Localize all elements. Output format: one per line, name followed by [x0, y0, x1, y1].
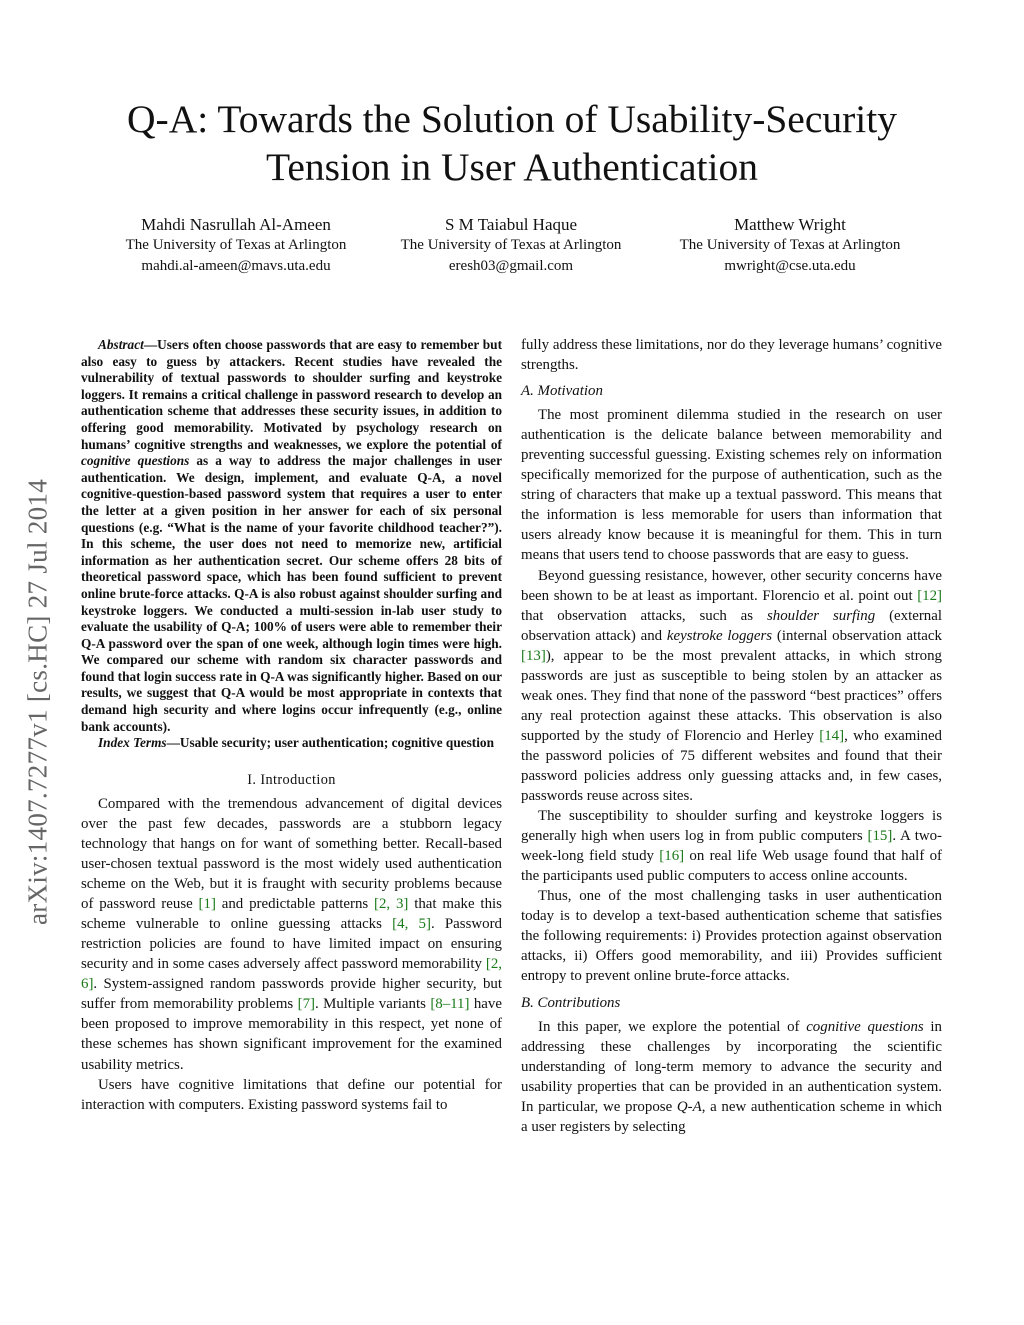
text-run: In this paper, we explore the potential of [538, 1018, 800, 1035]
citation-link[interactable]: [4, 5] [392, 916, 431, 933]
text-run: . Multiple variants [314, 996, 426, 1013]
citation-link[interactable]: [13] [521, 647, 546, 664]
author-email: mwright@cse.uta.edu [724, 258, 856, 274]
citation-link[interactable]: [14] [819, 727, 845, 744]
citation-link[interactable]: [2, 3] [374, 896, 409, 913]
index-terms: Index Terms—Usable security; user authentication; cognitive question [98, 735, 494, 751]
author-affiliation: The University of Texas at Arlington [679, 237, 901, 253]
motivation-paragraph-1: The most prominent dilemma studied in the research on user authentication is the delicate balance between memorability and preventing successful guessing. Existing schemes rely on information specifically memorized for the purpose of authentication, such as the string of characters that make up a textual password. This means that the information is less memorable for users than information that users already know because it is meaningful for them. This in turn means that users tend to choose passwords that are easy to guess. [521, 407, 942, 564]
text-run: have been proposed to improve memorability in this respect, yet none of these schemes has shown significant improvement for the examined usability metrics. [81, 996, 502, 1073]
text-run: on real life Web usage found that half of the participants used public computers to access online accounts. [521, 848, 942, 885]
citation-link[interactable]: [7] [297, 996, 315, 1013]
motivation-paragraph-3 [521, 806, 942, 886]
intro-paragraph-2-continued: fully address these limitations, nor do they leverage humans’ cognitive strengths. [521, 337, 942, 374]
subsection-heading-motivation: A. Motivation [521, 383, 603, 400]
paper-title: Q-A: Towards the Solution of Usability-Security Tension in User Authentication [127, 97, 897, 189]
text-run: . System-assigned random passwords provide higher security, but suffer from memorability problems [81, 976, 502, 1013]
author-1 [96, 214, 376, 277]
citation-link[interactable]: [15] [867, 828, 893, 845]
citation-link[interactable]: [12] [917, 587, 942, 604]
emphasis: Q-A [676, 1098, 702, 1115]
text-run: , who examined the password policies of 75 different websites and found that their password policies address only guessing attacks and, in few cases, passwords reuse across sites. [521, 727, 942, 805]
subsection-heading-contributions: B. Contributions [521, 994, 621, 1011]
author-name: Matthew Wright [734, 215, 846, 234]
text-run: Compared with the tremendous advancement of digital devices over the past few decades, passwords are a stubborn legacy technology that hangs on for want of something better. Recall-based user-chosen textual password is the most widely used authentication scheme on the Web, but it is fraught with security problems because of password reuse [81, 795, 502, 913]
emphasis: keystroke loggers [666, 627, 773, 644]
intro-paragraph-1 [81, 794, 502, 1075]
citation-link[interactable]: [1] [198, 896, 216, 913]
text-run: that observation attacks, such as [521, 607, 754, 624]
motivation-paragraph-2 [521, 566, 942, 807]
citation-link[interactable]: [16] [659, 848, 685, 865]
text-run: The susceptibility to shoulder surfing and keystroke loggers is generally high when users log in from public computers [521, 808, 942, 845]
abstract-label: Abstract [98, 337, 144, 352]
right-column [521, 335, 942, 1137]
abstract-text: Users often choose passwords that are easy to remember but also easy to guess by attackers. Recent studies have revealed the vulnerability of textual passwords to shoulder surfing and keystroke loggers. It remains a critical challenge in password research to develop an authentication scheme that addresses these security issues, in addition to offering good memorability. Motivated by psychology research on humans’ cognitive strengths and weaknesses, we explore the potential of [81, 337, 502, 452]
author-affiliation: The University of Texas at Arlington [400, 237, 622, 253]
intro-paragraph-2: Users have cognitive limitations that define our potential for interaction with computers. Existing password systems fail to [81, 1076, 502, 1113]
text-run: . Password restriction policies are found to have limited impact on ensuring security and in some cases adversely affect password memorability [81, 916, 502, 973]
author-name: Mahdi Nasrullah Al-Ameen [141, 215, 331, 234]
author-2 [371, 214, 651, 277]
emphasis: cognitive questions [806, 1018, 924, 1035]
author-email: mahdi.al-ameen@mavs.uta.edu [141, 258, 331, 274]
section-heading-introduction: I. Introduction [247, 771, 336, 788]
text-run: in addressing these challenges by incorporating the scientific understanding of long-term memory to advance the security and usability properties that can be provided in an authentication system. In particular, we propose [521, 1018, 942, 1115]
author-block [96, 214, 928, 278]
text-run: , a new authentication scheme in which a user registers by selecting [521, 1098, 942, 1135]
left-column [81, 337, 502, 1115]
contributions-paragraph-1 [521, 1017, 942, 1137]
text-run: ), appear to be the most prevalent attacks, in which strong passwords are just as susceptible to being stolen by an attacker as weak ones. They find that none of the password “best practices” offers any real protection against these attacks. This observation is also supported by the study of Florencio and Herley [521, 647, 942, 744]
text-run: (external observation attack) and [521, 607, 942, 644]
abstract-text-cont: as a way to address the major challenges in user authentication. We design, implement, and evaluate Q-A, a novel cognitive-question-based password system that requires a user to enter the letter at a given position in her answer for each of six personal questions (e.g. “What is the name of your favorite childhood teacher?”). In this scheme, the user does not need to memorize new, artificial information as her authentication secret. Our scheme offers 28 bits of theoretical password space, which has been found sufficient to prevent online brute-force attacks. Q-A is also robust against shoulder surfing and keystroke loggers. We conducted a multi-session in-lab user study to evaluate the usability of Q-A; 100% of users were able to remember their Q-A password over the span of one week, although login times were high. We compared our scheme with random six character passwords and found that login success rate in Q-A was significantly higher. Based on our results, we suggest that Q-A would be most appropriate in contexts that demand high security and where logins occur infrequently (e.g., online bank accounts). [81, 453, 502, 734]
author-name: S M Taiabul Haque [444, 215, 578, 234]
abstract: Abstract—Users often choose passwords that are easy to remember but also easy to guess by attackers. Recent studies have revealed the vulnerability of textual passwords to shoulder surfing and keystroke loggers. It remains a critical challenge in password research to develop an authentication scheme that addresses these security issues, in addition to offering good memorability. Motivated by psychology research on humans’ cognitive strengths and weaknesses, we explore the potential of cognitive questions as a way to address the major challenges in user authentication. We design, implement, and evaluate Q-A, a novel cognitive-question-based password system that requires a user to enter the letter at a given position in her answer for each of six personal questions (e.g. “What is the name of your favorite childhood teacher?”). In this scheme, the user does not need to memorize new, artificial information as her authentication secret. Our scheme offers 28 bits of theoretical password space, which has been found sufficient to prevent online brute-force attacks. Q-A is also robust against shoulder surfing and keystroke loggers. We conducted a multi-session in-lab user study to evaluate the usability of Q-A; 100% of users were able to remember their Q-A password over the span of one week, although login times were high. We compared our scheme with random six character passwords and found that login success rate in Q-A was significantly higher. Based on our results, we suggest that Q-A would be most appropriate in contexts that demand high security and where logins occur infrequently (e.g., online bank accounts). [81, 337, 502, 734]
emphasis: shoulder surfing [766, 607, 876, 624]
motivation-paragraph-4: Thus, one of the most challenging tasks in user authentication today is to develop a text-based authentication scheme that satisfies the following requirements: i) Provides protection against observation attacks, ii) Offers good memorability, and iii) Provides sufficient entropy to prevent online brute-force attacks. [521, 888, 942, 985]
abstract-emphasis: cognitive questions [81, 453, 190, 469]
text-run: that make this scheme vulnerable to online guessing attacks [81, 896, 502, 933]
author-affiliation: The University of Texas at Arlington [125, 237, 347, 253]
text-run: (internal observation attack [776, 627, 942, 644]
index-terms-text: Usable security; user authentication; cognitive question [179, 735, 494, 751]
arxiv-id: arXiv:1407.7277v1 [cs.HC] 27 Jul 2014 [22, 478, 53, 926]
text-run: Beyond guessing resistance, however, other security concerns have been shown to be at least as important. Florencio et al. point out [521, 567, 942, 604]
author-3 [650, 214, 930, 277]
text-run: and predictable patterns [221, 896, 369, 913]
citation-link[interactable]: [2, 6] [81, 956, 502, 993]
text-run: . A two-week-long field study [521, 828, 942, 865]
index-terms-label: Index Terms [98, 735, 167, 751]
citation-link[interactable]: [8–11] [430, 996, 470, 1013]
author-email: eresh03@gmail.com [448, 258, 574, 274]
